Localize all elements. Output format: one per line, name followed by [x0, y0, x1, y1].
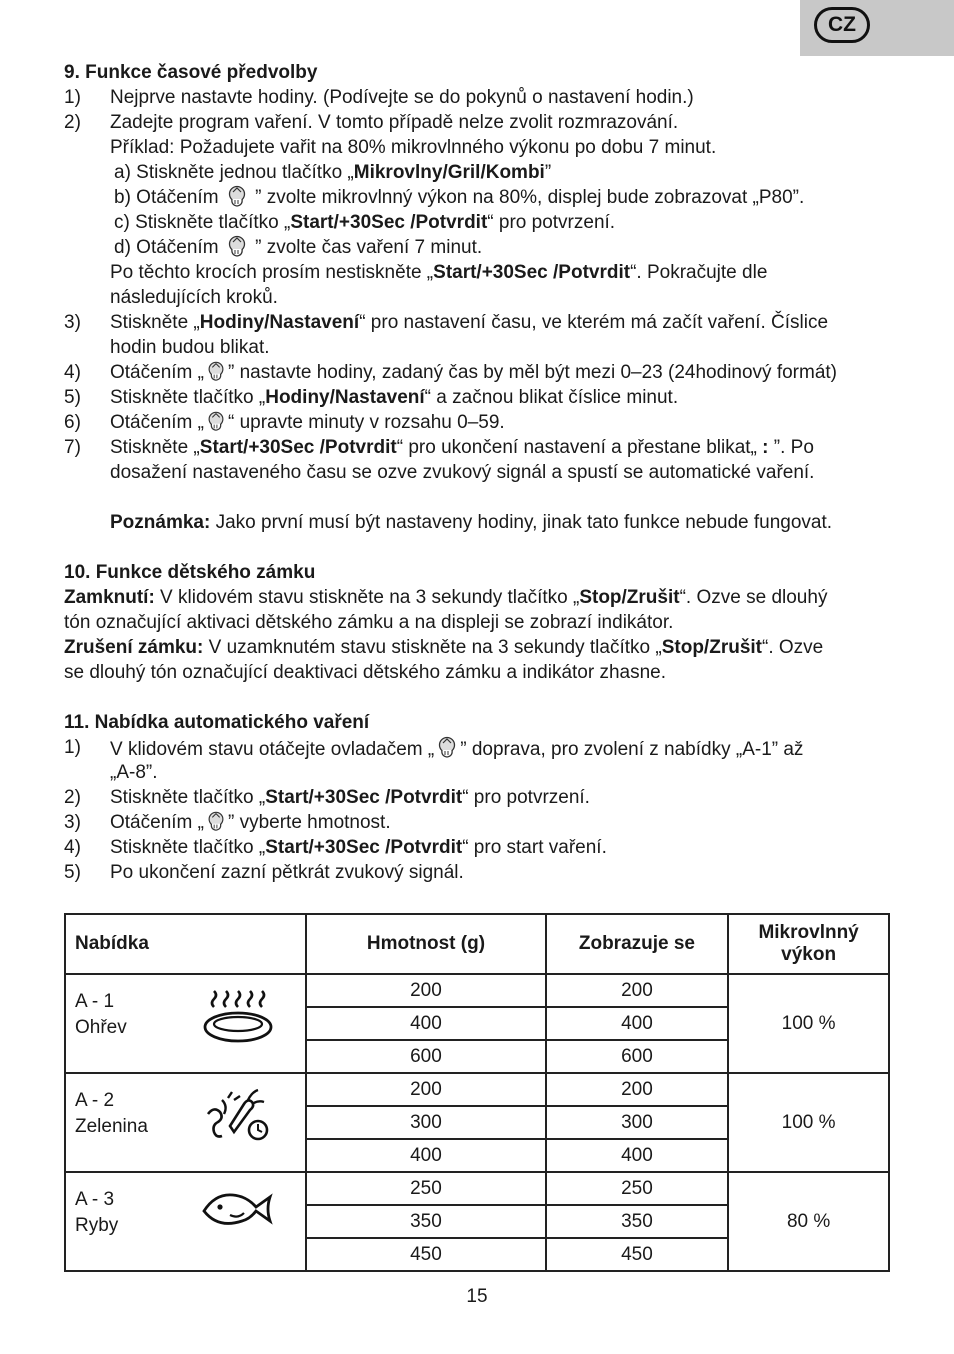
s9-example: Příklad: Požadujete vařit na 80% mikrovlnného výkonu po dobu 7 minut.	[110, 137, 717, 158]
section-11-title: 11. Nabídka automatického vaření	[64, 712, 370, 733]
s11-item-3: 3) Otáčením „ ” vyberte hmotnost.	[64, 810, 894, 835]
fish-icon	[200, 1185, 276, 1235]
s9-item-3: 3) Stiskněte „Hodiny/Nastavení“ pro nastavení času, ve kterém má začít vaření. Číslice	[64, 312, 829, 333]
s9-item-2: 2) Zadejte program vaření. V tomto případě nelze zvolit rozmrazování.	[64, 112, 679, 133]
table-row: 400 400	[65, 1007, 889, 1040]
steaming-plate-icon	[200, 987, 276, 1047]
menu-cell-a3: A - 3 Ryby	[65, 1172, 306, 1271]
s10-lock: Zamknutí: V klidovém stavu stiskněte na 3 sekundy tlačítko „Stop/Zrušit“. Ozve se dlouhý	[64, 587, 828, 608]
s9-item-7-cont: dosažení nastaveného času se ozve zvukový signál a spustí se automatické vaření.	[110, 462, 815, 483]
table-row: A - 1 Ohřev 200 200 100 %	[65, 974, 889, 1007]
s9-after-2: následujících kroků.	[110, 287, 278, 308]
s9-item-3-cont: hodin budou blikat.	[110, 337, 270, 358]
header-display: Zobrazuje se	[546, 914, 729, 974]
power-a3: 80 %	[728, 1172, 889, 1271]
table-row: 450 450	[65, 1238, 889, 1271]
power-a2: 100 %	[728, 1073, 889, 1172]
header-weight: Hmotnost (g)	[306, 914, 545, 974]
s11-item-1-cont: „A-8”.	[110, 762, 158, 783]
auto-menu-table	[64, 913, 890, 1272]
section-10-title: 10. Funkce dětského zámku	[64, 562, 316, 583]
header-power: Mikrovlnný výkon	[728, 914, 889, 974]
s10-lock-cont: tón označující aktivaci dětského zámku a na displeji se zobrazí indikátor.	[64, 612, 674, 633]
table-header-row	[65, 914, 889, 974]
vegetables-icon	[200, 1086, 276, 1146]
s9-step-a: a) Stiskněte jednou tlačítko „Mikrovlny/Gril/Kombi”	[114, 162, 552, 183]
s9-note: Poznámka: Jako první musí být nastaveny hodiny, jinak tato funkce nebude fungovat.	[110, 512, 833, 533]
s11-item-1: 1) V klidovém stavu otáčejte ovladačem „ ” doprava, pro zvolení z nabídky „A-1” až	[64, 735, 894, 760]
s9-item-6: 6) Otáčením „ “ upravte minuty v rozsahu 0–59.	[64, 410, 894, 435]
header-menu: Nabídka	[65, 914, 306, 974]
table-row: 300 300	[65, 1106, 889, 1139]
table-row: 600 600	[65, 1040, 889, 1073]
power-a1: 100 %	[728, 974, 889, 1073]
s11-item-2: 2) Stiskněte tlačítko „Start/+30Sec /Potvrdit“ pro potvrzení.	[64, 787, 590, 808]
section-9-title: 9. Funkce časové předvolby	[64, 62, 318, 83]
s9-item-7: 7) Stiskněte „Start/+30Sec /Potvrdit“ pro ukončení nastavení a přestane blikat„ : ”. Po	[64, 437, 814, 458]
s9-step-c: c) Stiskněte tlačítko „Start/+30Sec /Potvrdit“ pro potvrzení.	[114, 212, 616, 233]
s9-step-d: d) Otáčením ” zvolte čas vaření 7 minut.	[64, 235, 894, 260]
menu-cell-a1: A - 1 Ohřev	[65, 974, 306, 1073]
menu-cell-a2: A - 2 Zelenina	[65, 1073, 306, 1172]
table-row: 400 400	[65, 1139, 889, 1172]
page-content	[64, 60, 894, 885]
s10-unlock: Zrušení zámku: V uzamknutém stavu stiskněte na 3 sekundy tlačítko „Stop/Zrušit“. Ozve	[64, 637, 824, 658]
language-badge: CZ	[814, 7, 870, 43]
s9-item-5: 5) Stiskněte tlačítko „Hodiny/Nastavení“ a začnou blikat číslice minut.	[64, 387, 679, 408]
s11-item-4: 4) Stiskněte tlačítko „Start/+30Sec /Potvrdit“ pro start vaření.	[64, 837, 607, 858]
table-row: A - 3 Ryby 250 250 80 %	[65, 1172, 889, 1205]
s9-item-1: 1) Nejprve nastavte hodiny. (Podívejte se do pokynů o nastavení hodin.)	[64, 87, 694, 108]
s11-item-5: 5) Po ukončení zazní pětkrát zvukový signál.	[64, 862, 464, 883]
table-row: A - 2 Zelenina 200 200 100 %	[65, 1073, 889, 1106]
s10-unlock-cont: se dlouhý tón označující deaktivaci dětského zámku a indikátor zhasne.	[64, 662, 667, 683]
s9-after-1: Po těchto krocích prosím nestiskněte „Start/+30Sec /Potvrdit“. Pokračujte dle	[110, 262, 768, 283]
s9-item-4: 4) Otáčením „ ” nastavte hodiny, zadaný čas by měl být mezi 0–23 (24hodinový formát)	[64, 360, 894, 385]
page-number: 15	[466, 1286, 488, 1307]
table-row: 350 350	[65, 1205, 889, 1238]
s9-step-b: b) Otáčením ” zvolte mikrovlnný výkon na 80%, displej bude zobrazovat „P80”.	[64, 185, 894, 210]
